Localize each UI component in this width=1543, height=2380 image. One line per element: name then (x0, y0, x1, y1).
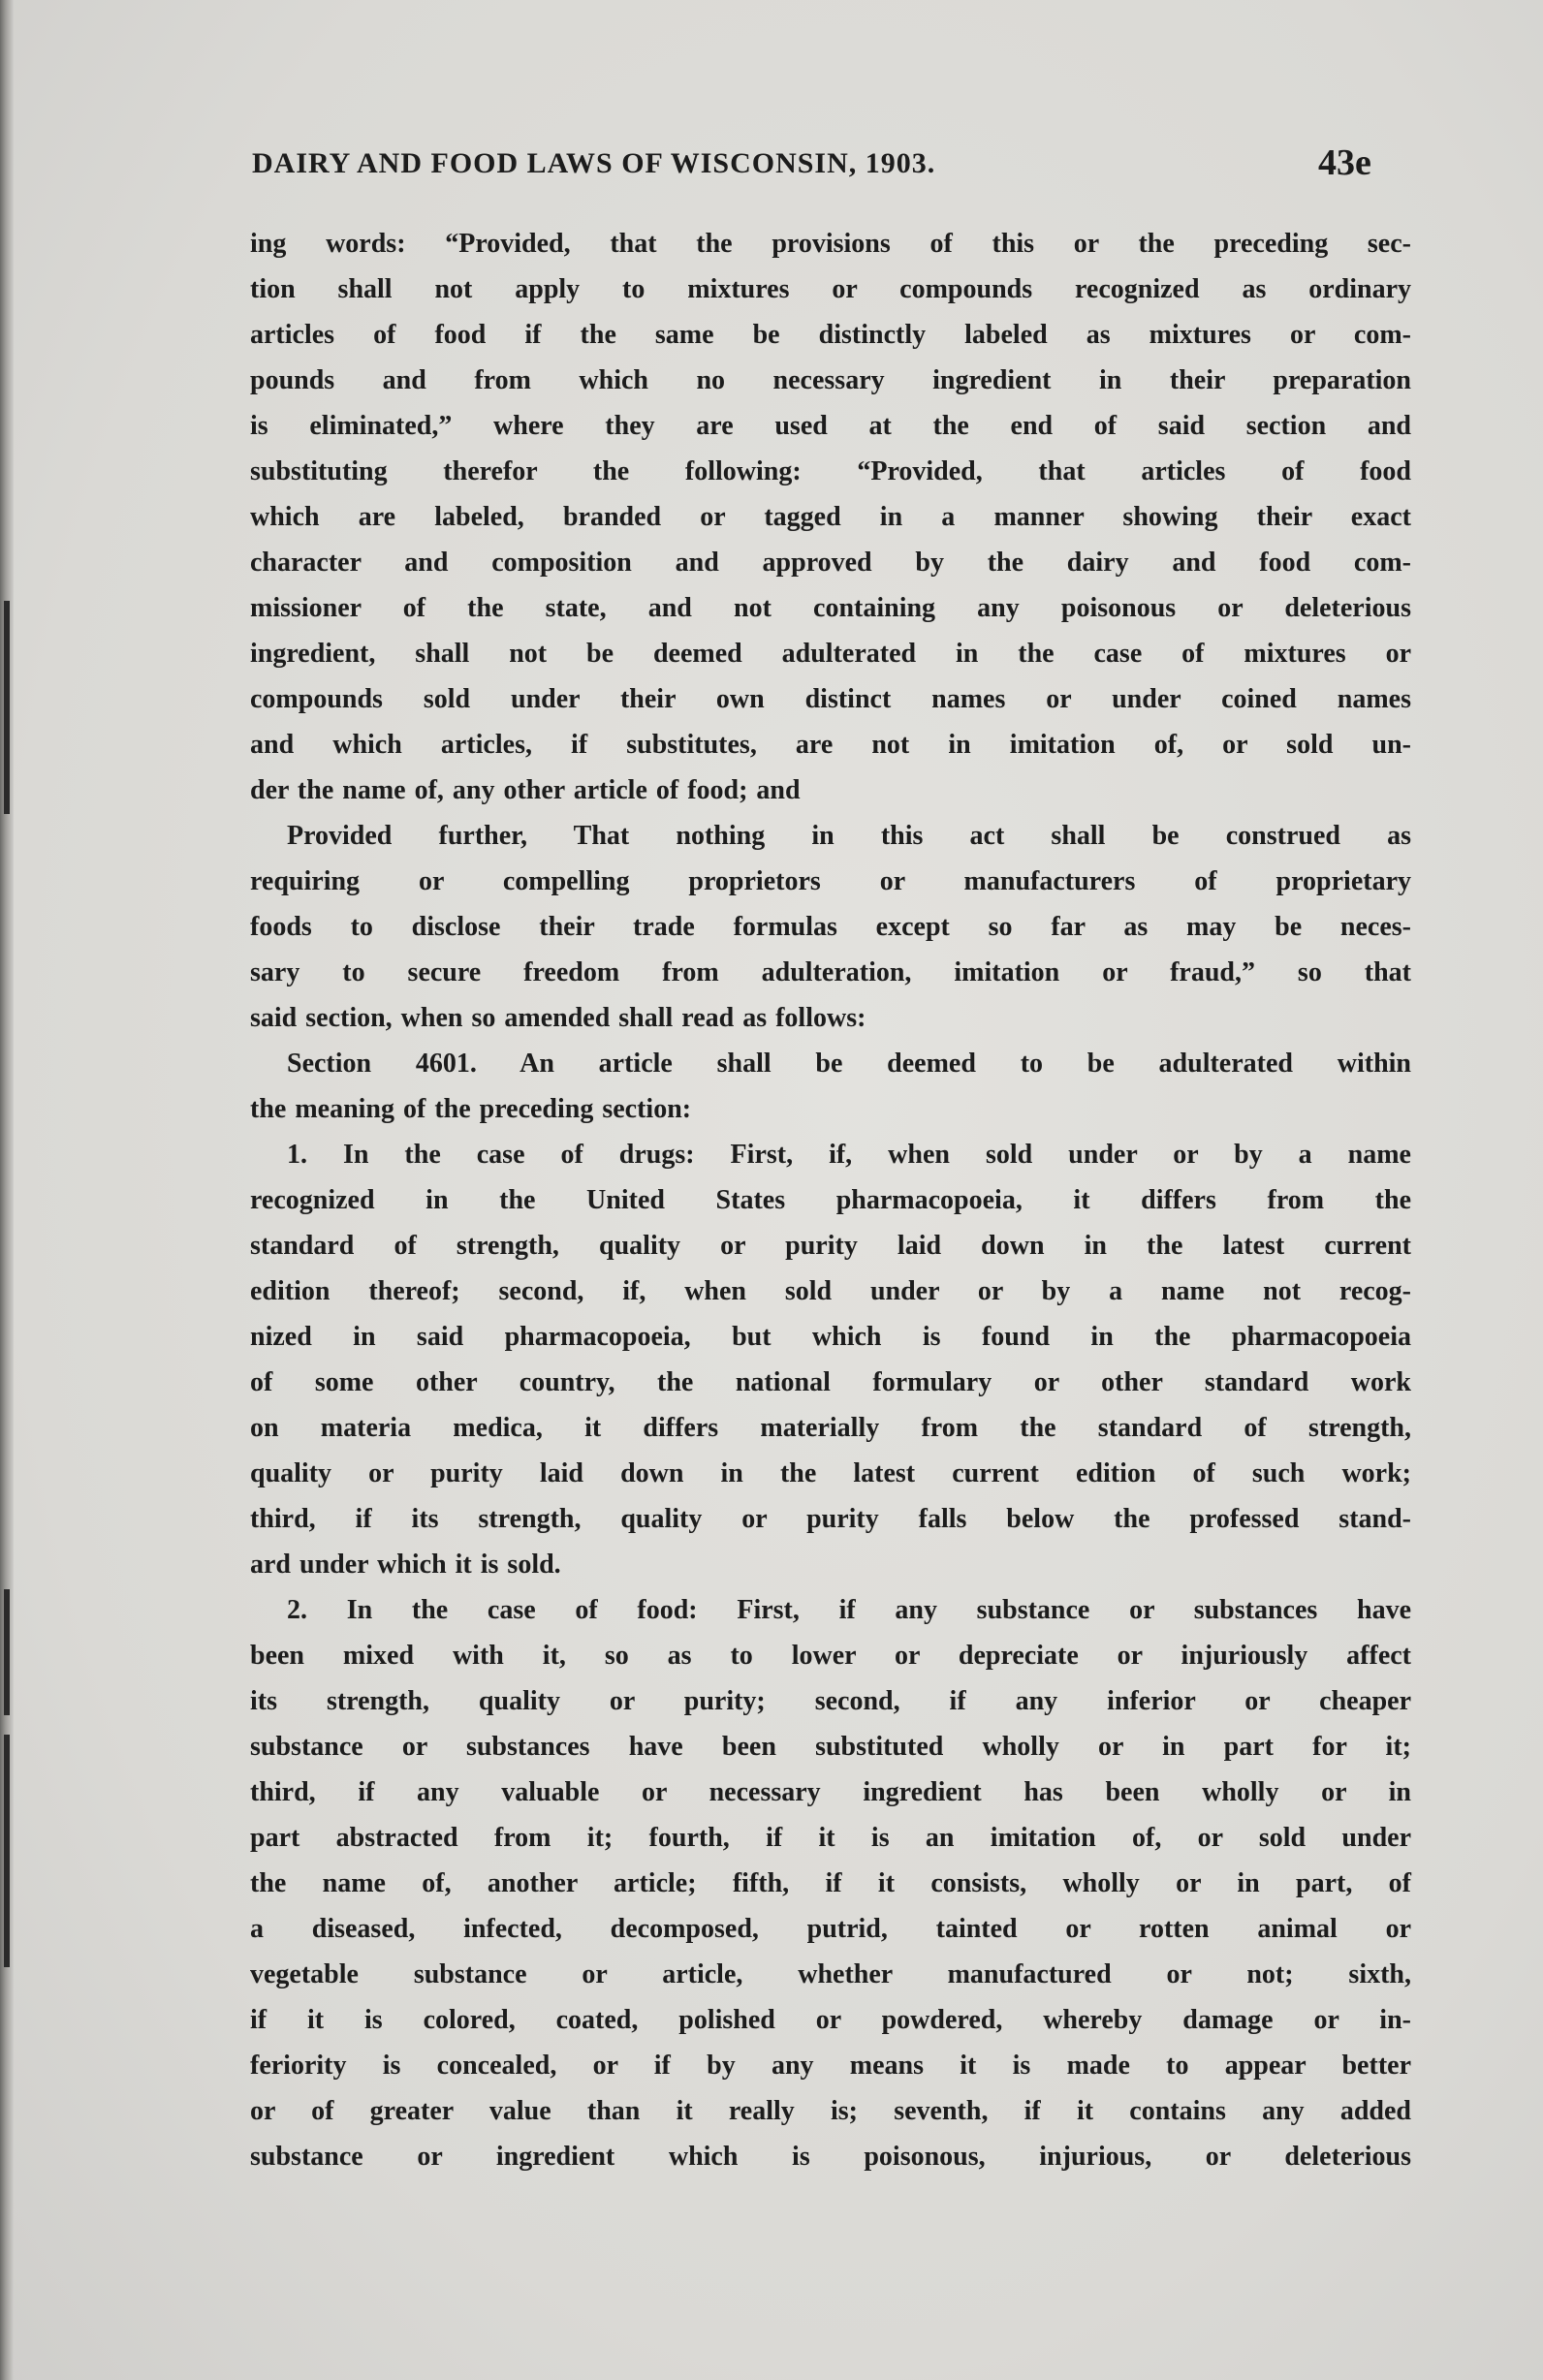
text-line: recognized in the United States pharmacopoeia, it differs from the (250, 1185, 1411, 1215)
text-line: of some other country, the national formulary or other standard work (250, 1367, 1411, 1397)
text-line: which are labeled, branded or tagged in a manner showing their exact (250, 502, 1411, 532)
text-line: ingredient, shall not be deemed adulterated in the case of mixtures or (250, 639, 1411, 669)
text-line: edition thereof; second, if, when sold under or by a name not recog- (250, 1276, 1411, 1306)
text-line: its strength, quality or purity; second, if any inferior or cheaper (250, 1686, 1411, 1716)
page-number: 43e (1318, 142, 1371, 183)
text-line: part abstracted from it; fourth, if it is an imitation of, or sold under (250, 1823, 1411, 1853)
text-line: been mixed with it, so as to lower or depreciate or injuriously affect (250, 1641, 1411, 1671)
text-line: the meaning of the preceding section: (250, 1094, 692, 1124)
text-line: feriority is concealed, or if by any means it is made to appear better (250, 2051, 1411, 2081)
text-line: or of greater value than it really is; seventh, if it contains any added (250, 2096, 1411, 2126)
text-line: if it is colored, coated, polished or powdered, whereby damage or in- (250, 2005, 1411, 2035)
text-line: compounds sold under their own distinct names or under coined names (250, 684, 1411, 714)
binding-shadow-mark (4, 1589, 10, 1715)
text-line: ard under which it is sold. (250, 1550, 561, 1580)
text-line: requiring or compelling proprietors or manufacturers of proprietary (250, 866, 1411, 896)
text-line: standard of strength, quality or purity laid down in the latest current (250, 1231, 1411, 1261)
body-text (250, 221, 1411, 2179)
text-line: vegetable substance or article, whether manufactured or not; sixth, (250, 1959, 1411, 1989)
text-line: der the name of, any other article of food; and (250, 775, 801, 805)
text-line: pounds and from which no necessary ingredient in their preparation (250, 365, 1411, 395)
text-line: substituting therefor the following: “Provided, that articles of food (250, 456, 1411, 486)
running-head-title: DAIRY AND FOOD LAWS OF WISCONSIN, 1903. (252, 147, 936, 179)
running-head (252, 141, 1396, 190)
text-line: ing words: “Provided, that the provisions of this or the preceding sec‐ (250, 229, 1411, 259)
text-line: sary to secure freedom from adulteration, imitation or fraud,” so that (250, 957, 1411, 987)
text-line: and which articles, if substitutes, are not in imitation of, or sold un- (250, 730, 1411, 760)
text-line: third, if its strength, quality or purity falls below the professed stand- (250, 1504, 1411, 1534)
page-binding-edge (0, 0, 14, 2380)
binding-shadow-mark (4, 601, 10, 814)
text-line: articles of food if the same be distinctly labeled as mixtures or com- (250, 320, 1411, 350)
text-line: quality or purity laid down in the latest current edition of such work; (250, 1458, 1411, 1488)
text-line: 2. In the case of food: First, if any substance or substances have (287, 1595, 1411, 1625)
text-line: missioner of the state, and not containing any poisonous or deleterious (250, 593, 1411, 623)
text-line: Provided further, That nothing in this act shall be construed as (287, 821, 1411, 851)
text-line: said section, when so amended shall read as follows: (250, 1003, 866, 1033)
text-line: tion shall not apply to mixtures or compounds recognized as ordinary (250, 274, 1411, 304)
text-line: substance or substances have been substituted wholly or in part for it; (250, 1732, 1411, 1762)
text-line: nized in said pharmacopoeia, but which is found in the pharmacopoeia (250, 1322, 1411, 1352)
text-line: 1. In the case of drugs: First, if, when sold under or by a name (287, 1140, 1411, 1170)
text-line: foods to disclose their trade formulas except so far as may be neces- (250, 912, 1411, 942)
text-line: a diseased, infected, decomposed, putrid, tainted or rotten animal or (250, 1914, 1411, 1944)
text-line: on materia medica, it differs materially from the standard of strength, (250, 1413, 1411, 1443)
text-line: character and composition and approved by the dairy and food com- (250, 548, 1411, 578)
text-line: is eliminated,” where they are used at the end of said section and (250, 411, 1411, 441)
text-line: Section 4601. An article shall be deemed to be adulterated within (287, 1049, 1411, 1079)
text-line: third, if any valuable or necessary ingredient has been wholly or in (250, 1777, 1411, 1807)
text-line: the name of, another article; fifth, if it consists, wholly or in part, of (250, 1868, 1411, 1898)
binding-shadow-mark (4, 1735, 10, 1967)
text-line: substance or ingredient which is poisonous, injurious, or deleterious (250, 2142, 1411, 2172)
